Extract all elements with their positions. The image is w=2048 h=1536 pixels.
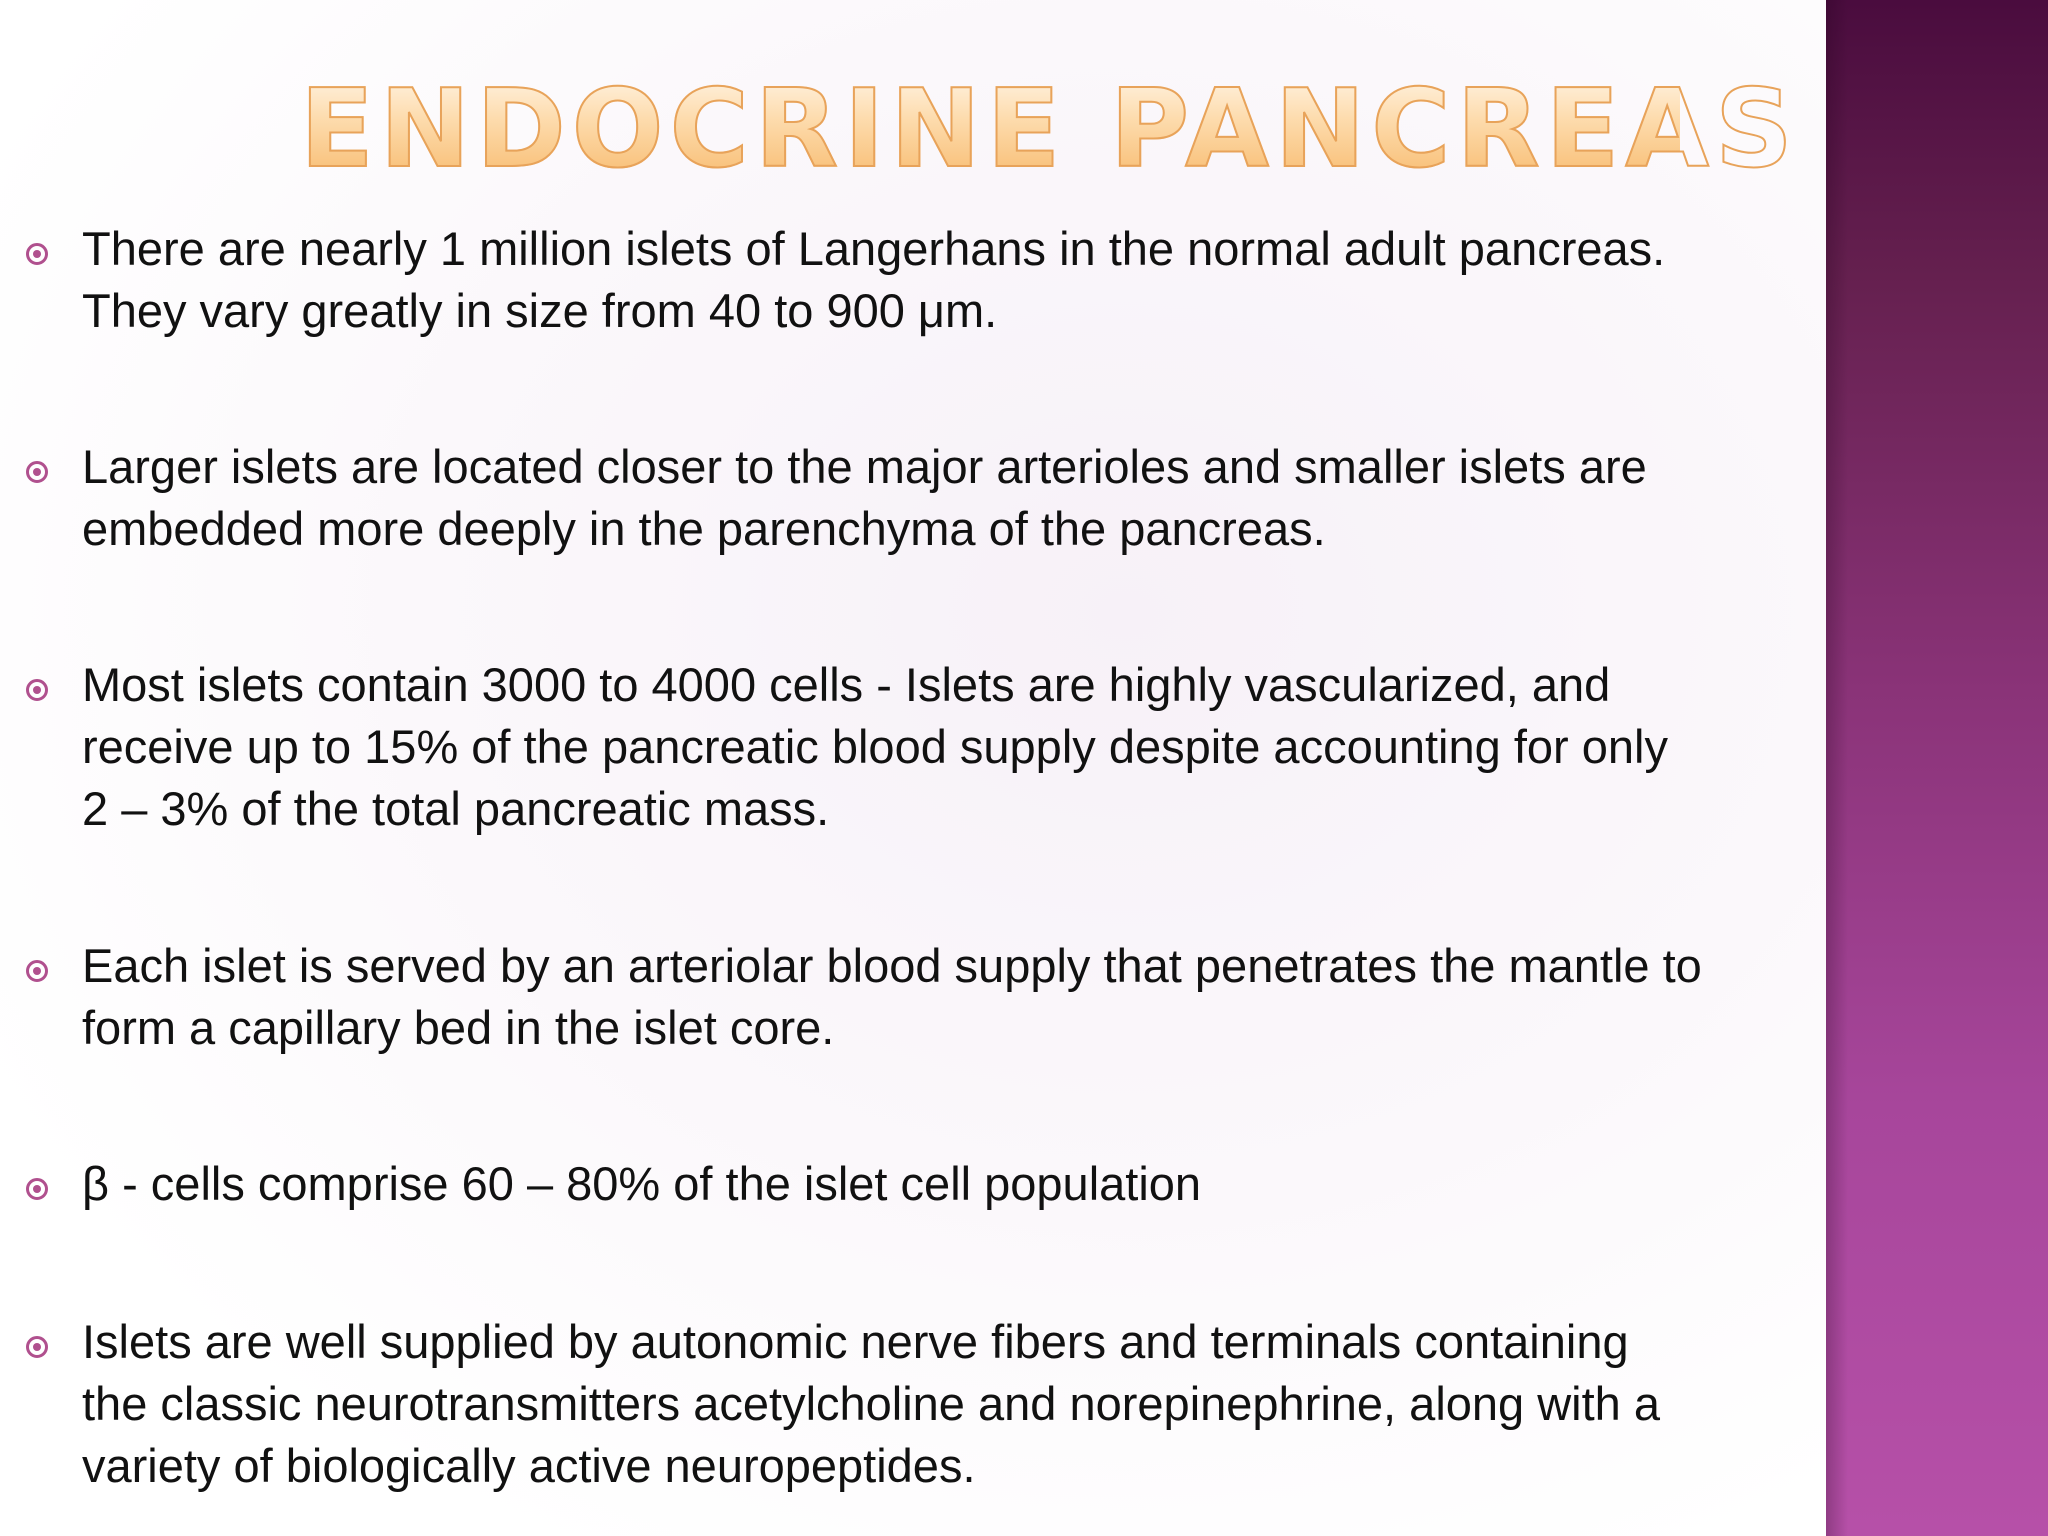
bullet-text: Islets are well supplied by autonomic nerve fibers and terminals containing the classic neurotransmitters acetylcholine and norepinephrine, along with a variety of biologically active neuropeptides.: [82, 1315, 1661, 1492]
side-accent-band: [1826, 0, 2048, 1536]
bullet-text: Larger islets are located closer to the major arterioles and smaller islets are embedded more deeply in the parenchyma of the pancreas.: [82, 440, 1647, 555]
slide-title: ENDOCRINE PANCREAS: [300, 67, 1799, 192]
bullet-circle-icon: [26, 461, 48, 483]
bullet-text: There are nearly 1 million islets of Langerhans in the normal adult pancreas. They vary greatly in size from 40 to 900 μm.: [82, 222, 1666, 337]
bullet-circle-icon: [26, 1178, 48, 1200]
bullet-text: β - cells comprise 60 – 80% of the islet cell population: [82, 1157, 1202, 1210]
bullet-circle-icon: [26, 243, 48, 265]
bullet-circle-icon: [26, 1336, 48, 1358]
bullet-circle-icon: [26, 679, 48, 701]
bullet-text: Each islet is served by an arteriolar blood supply that penetrates the mantle to form a capillary bed in the islet core.: [82, 939, 1702, 1054]
bullet-text: Most islets contain 3000 to 4000 cells - Islets are highly vascularized, and receive up to 15% of the pancreatic blood supply despite accounting for only 2 – 3% of the total pancreatic mass.: [82, 658, 1668, 835]
bullet-circle-icon: [26, 960, 48, 982]
